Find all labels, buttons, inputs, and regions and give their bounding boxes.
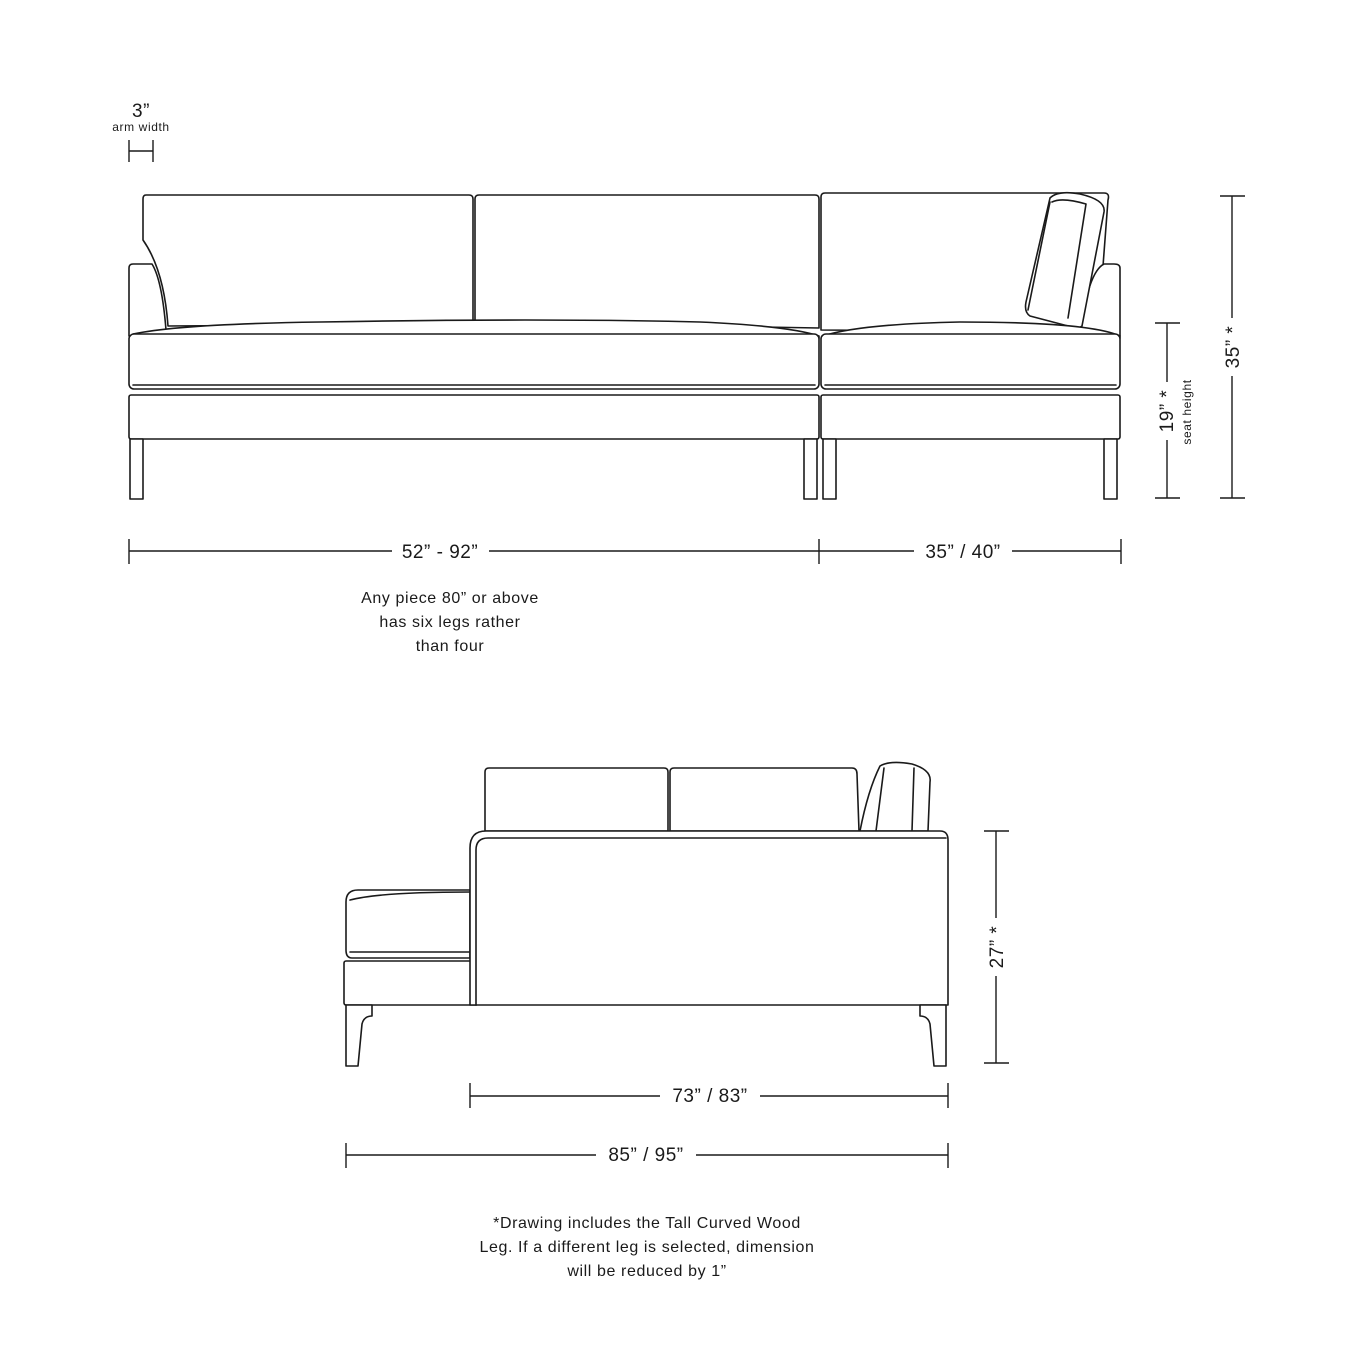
total-height-dimension [1220, 196, 1245, 498]
side-back-cushion-right [670, 768, 859, 831]
leg [920, 1005, 946, 1066]
total-height-value: 35” * [1223, 325, 1244, 369]
depth-total-value: 85” / 95” [608, 1145, 684, 1166]
base-right [821, 395, 1120, 439]
chaise-seat-cushion [346, 890, 470, 958]
width-right-dimension [819, 539, 1121, 564]
width-right-value: 35” / 40” [925, 542, 1001, 563]
side-arm-body [470, 831, 948, 1005]
footnote-line: Leg. If a different leg is selected, dimension [479, 1239, 815, 1256]
back-cushion-left [143, 195, 473, 326]
legs-note-line: has six legs rather [379, 614, 521, 631]
front-view-sofa [129, 193, 1120, 499]
legs-note [300, 587, 600, 659]
leg [346, 1005, 372, 1066]
width-left-value: 52” - 92” [401, 542, 479, 563]
chaise-base [344, 961, 478, 1005]
footnote-line: *Drawing includes the Tall Curved Wood [493, 1215, 801, 1232]
depth-total-dimension [346, 1143, 948, 1168]
seat-cushion-right [821, 334, 1120, 389]
side-height-dimension [984, 831, 1009, 1063]
depth-short-value: 73” / 83” [672, 1086, 748, 1107]
arm-width-dimension [112, 101, 169, 162]
leg [804, 439, 817, 499]
seat-height-label: seat height [1180, 379, 1194, 445]
footnote-line: will be reduced by 1” [567, 1263, 727, 1280]
legs-note-line: Any piece 80” or above [361, 590, 539, 607]
seat-height-value: 19” * [1157, 389, 1178, 433]
leg-footnote [430, 1212, 864, 1284]
width-left-dimension [129, 539, 819, 564]
seat-cushion-left [129, 334, 819, 389]
side-height-value: 27” * [987, 925, 1008, 969]
side-back-cushion-left [485, 768, 668, 831]
arm-width-label: arm width [112, 120, 170, 134]
base-left [129, 395, 819, 439]
leg [1104, 439, 1117, 499]
leg [130, 439, 143, 499]
side-view-sofa [344, 762, 948, 1066]
arm-width-value: 3” [132, 101, 150, 122]
seat-height-dimension [1155, 323, 1194, 498]
side-pillow [860, 762, 930, 831]
depth-short-dimension [470, 1083, 948, 1108]
legs-note-line: than four [415, 638, 485, 655]
back-cushion-middle [475, 195, 819, 328]
leg [823, 439, 836, 499]
